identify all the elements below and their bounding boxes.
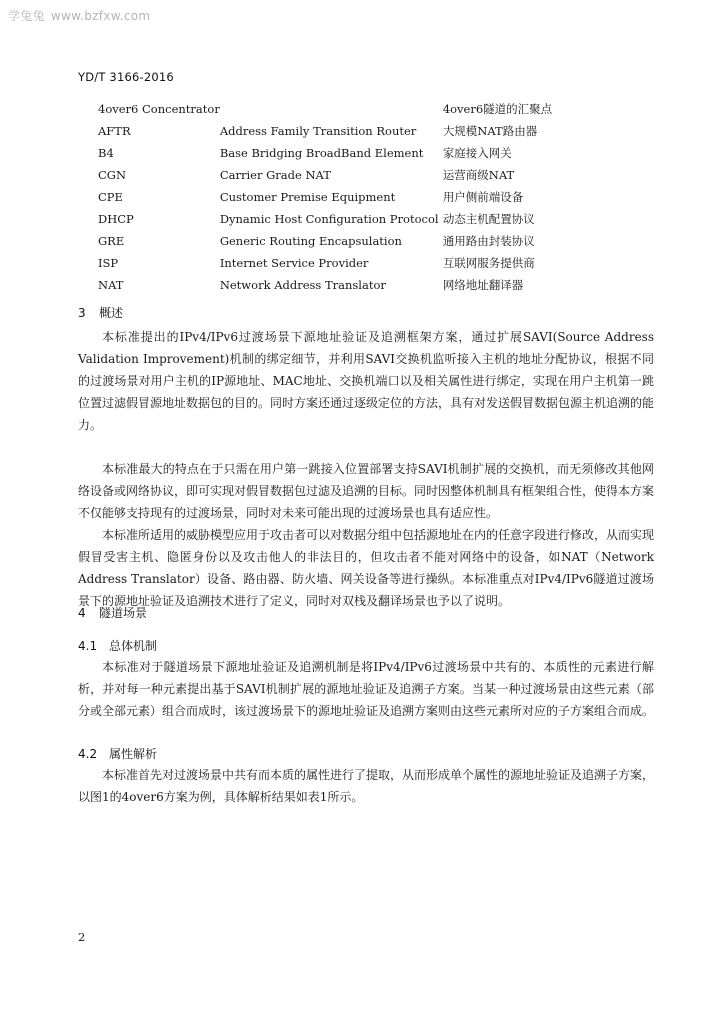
abbreviation-row <box>98 186 658 208</box>
abbreviation-term: 4over6 Concentrator <box>98 102 220 116</box>
section-3-paragraph-2: 本标准最大的特点在于只需在用户第一跳接入位置部署支持SAVI机制扩展的交换机，而无须修改其他网络设备或网络协议，即可实现对假冒数据包过滤及追溯的目标。同时因整体机制具有框架组合性，使得本方案不仅能够支持现有的过渡场景，同时对未来可能出现的过渡场景也具有适应性。 <box>78 462 655 520</box>
section-4-2-paragraph: 本标准首先对过渡场景中共有而本质的属性进行了提取，从而形成单个属性的源地址验证及追溯子方案，以图1的4over6方案为例，具体解析结果如表1所示。 <box>78 768 655 804</box>
subsection-title: 总体机制 <box>109 639 158 653</box>
abbreviation-full-name: Dynamic Host Configuration Protocol <box>219 212 439 226</box>
section-3-heading <box>78 304 123 321</box>
abbreviation-row <box>98 208 658 230</box>
abbreviation-chinese-name: 用户侧前端设备 <box>442 190 524 204</box>
abbreviation-term: ISP <box>98 256 119 270</box>
section-number: 3 <box>78 306 86 320</box>
abbreviation-row <box>98 120 658 142</box>
abbreviation-chinese-name: 大规模NAT路由器 <box>442 124 538 138</box>
page-number: 2 <box>78 930 86 944</box>
abbreviation-row <box>98 142 658 164</box>
abbreviation-full-name: Carrier Grade NAT <box>219 168 331 182</box>
abbreviation-full-name: Customer Premise Equipment <box>219 190 396 204</box>
abbreviation-chinese-name: 动态主机配置协议 <box>442 212 535 226</box>
abbreviation-chinese-name: 互联网服务提供商 <box>442 256 535 270</box>
document-code: YD/T 3166-2016 <box>78 70 174 84</box>
abbreviation-chinese-name: 4over6隧道的汇聚点 <box>442 102 553 116</box>
abbreviation-term: DHCP <box>98 212 134 226</box>
abbreviation-term: GRE <box>98 234 125 248</box>
abbreviation-chinese-name: 网络地址翻译器 <box>442 278 524 292</box>
abbreviation-row <box>98 252 658 274</box>
subsection-number: 4.1 <box>78 639 98 653</box>
section-4-1-heading <box>78 637 157 654</box>
section-3-paragraph-3: 本标准所适用的威胁模型应用于攻击者可以对数据分组中包括源地址在内的任意字段进行修改，从而实现假冒受害主机、隐匿身份以及攻击他人的非法目的，但攻击者不能对网络中的设备，如NAT（Network Address Translator）设备、路由器、防火墙、网关设备等进行操纵。本标准重点对IPv4/IPv6隧道过渡场景下的源地址验证及追溯技术进行了定义，同时对双栈及翻译场景也予以了说明。 <box>78 528 655 608</box>
watermark-url: www.bzfxw.com <box>50 9 151 23</box>
abbreviation-term: B4 <box>98 146 114 160</box>
abbreviation-chinese-name: 运营商级NAT <box>442 168 515 182</box>
abbreviation-full-name <box>220 98 443 120</box>
section-4-heading <box>78 604 147 621</box>
abbreviation-row <box>98 98 658 120</box>
abbreviation-full-name: Address Family Transition Router <box>219 124 417 138</box>
abbreviation-term: CGN <box>98 168 127 182</box>
abbreviation-full-name: Network Address Translator <box>219 278 386 292</box>
section-3-paragraph-1: 本标准提出的IPv4/IPv6过渡场景下源地址验证及追溯框架方案，通过扩展SAVI(Source Address Validation Improvement)机制的绑定细节，并利用SAVI交换机监听接入主机的地址分配协议，根据不同的过渡场景对用户主机的IP源地址、MAC地址、交换机端口以及相关属性进行绑定，实现在用户主机第一跳位置过滤假冒源地址数据包的目的。同时方案还通过逐级定位的方法，具有对发送假冒数据包源主机追溯的能力。 <box>78 330 655 432</box>
section-number: 4 <box>78 606 86 620</box>
abbreviation-term: NAT <box>98 278 124 292</box>
section-4-1-paragraph: 本标准对于隧道场景下源地址验证及追溯机制是将IPv4/IPv6过渡场景中共有的、本质性的元素进行解析，并对每一种元素提出基于SAVI机制扩展的源地址验证及追溯子方案。当某一种过渡场景由这些元素（部分或全部元素）组合而成时，该过渡场景下的源地址验证及追溯方案则由这些元素所对应的子方案组合而成。 <box>78 660 655 718</box>
abbreviation-term: AFTR <box>98 124 131 138</box>
abbreviation-table <box>98 98 658 296</box>
abbreviation-chinese-name: 家庭接入网关 <box>442 146 512 160</box>
abbreviation-full-name: Internet Service Provider <box>219 256 369 270</box>
abbreviation-row <box>98 274 658 296</box>
abbreviation-full-name: Base Bridging BroadBand Element <box>219 146 424 160</box>
abbreviation-term: CPE <box>98 190 123 204</box>
abbreviation-full-name: Generic Routing Encapsulation <box>219 234 402 248</box>
abbreviation-row <box>98 230 658 252</box>
watermark <box>8 7 150 24</box>
abbreviation-row <box>98 164 658 186</box>
subsection-number: 4.2 <box>78 747 98 761</box>
watermark-site-name: 学兔兔 <box>8 9 45 23</box>
subsection-title: 属性解析 <box>109 747 158 761</box>
section-title: 概述 <box>99 306 124 320</box>
abbreviation-chinese-name: 通用路由封装协议 <box>442 234 535 248</box>
section-title: 隧道场景 <box>99 606 148 620</box>
section-4-2-heading <box>78 745 157 762</box>
